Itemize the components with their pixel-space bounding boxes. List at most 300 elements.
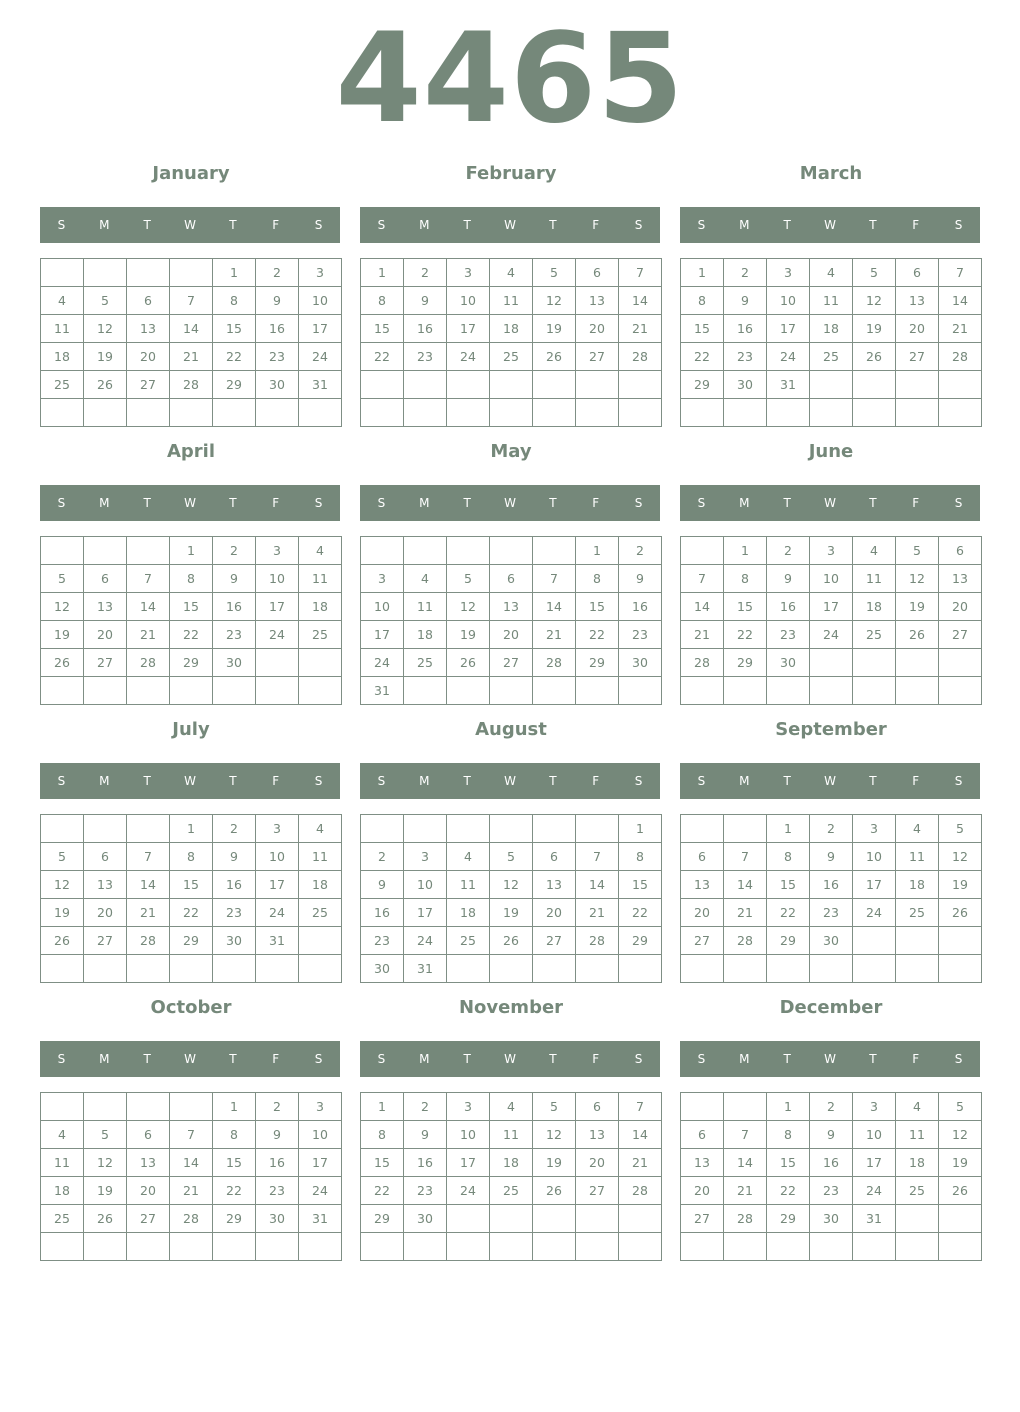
day-cell: 25: [299, 621, 342, 649]
weekday-label: T: [229, 218, 237, 232]
day-cell: 7: [170, 287, 213, 315]
day-cell: 11: [853, 565, 896, 593]
day-cell: 19: [447, 621, 490, 649]
day-cell: 4: [853, 537, 896, 565]
empty-day-cell: [127, 537, 170, 565]
weekday-label: W: [184, 496, 196, 510]
empty-day-cell: [490, 399, 533, 427]
weekday-label: S: [954, 496, 963, 510]
day-cell: 10: [361, 593, 404, 621]
day-cell: 22: [170, 621, 213, 649]
empty-day-cell: [299, 399, 342, 427]
weekday-label: S: [954, 218, 963, 232]
day-cell: 14: [619, 287, 662, 315]
empty-day-cell: [724, 677, 767, 705]
empty-day-cell: [361, 399, 404, 427]
empty-day-cell: [170, 1093, 213, 1121]
day-cell: 18: [896, 871, 939, 899]
empty-day-cell: [681, 677, 724, 705]
weekday-header: [40, 485, 340, 521]
day-cell: 28: [724, 1205, 767, 1233]
weekday-label: T: [783, 496, 791, 510]
day-cell: 30: [810, 1205, 853, 1233]
weekday-label: S: [314, 496, 323, 510]
empty-day-cell: [724, 815, 767, 843]
week-row: [361, 1233, 662, 1261]
day-cell: 28: [127, 927, 170, 955]
week-row: [681, 843, 982, 871]
day-cell: 14: [724, 1149, 767, 1177]
day-cell: 17: [853, 1149, 896, 1177]
empty-day-cell: [84, 259, 127, 287]
weekday-header: [680, 763, 980, 799]
empty-day-cell: [681, 1233, 724, 1261]
day-cell: 20: [576, 315, 619, 343]
weekday-label: W: [184, 1052, 196, 1066]
month-name: February: [465, 163, 557, 184]
day-cell: 13: [490, 593, 533, 621]
empty-day-cell: [939, 649, 982, 677]
day-cell: 1: [213, 1093, 256, 1121]
day-cell: 6: [533, 843, 576, 871]
empty-day-cell: [533, 955, 576, 983]
day-cell: 2: [767, 537, 810, 565]
week-row: [681, 537, 982, 565]
day-cell: 1: [576, 537, 619, 565]
day-cell: 24: [810, 621, 853, 649]
week-row: [41, 1205, 342, 1233]
day-cell: 29: [361, 1205, 404, 1233]
day-cell: 25: [404, 649, 447, 677]
week-row: [361, 343, 662, 371]
day-cell: 13: [576, 287, 619, 315]
day-cell: 23: [256, 1177, 299, 1205]
day-cell: 29: [170, 927, 213, 955]
day-cell: 7: [681, 565, 724, 593]
week-row: [361, 677, 662, 705]
day-cell: 11: [41, 1149, 84, 1177]
day-cell: 8: [361, 1121, 404, 1149]
day-cell: 13: [681, 1149, 724, 1177]
day-cell: 19: [896, 593, 939, 621]
week-row: [681, 315, 982, 343]
day-cell: 29: [767, 1205, 810, 1233]
day-cell: 13: [681, 871, 724, 899]
weekday-header: [40, 207, 340, 243]
day-cell: 1: [213, 259, 256, 287]
day-cell: 21: [127, 621, 170, 649]
empty-day-cell: [533, 677, 576, 705]
empty-day-cell: [681, 399, 724, 427]
day-cell: 28: [533, 649, 576, 677]
day-cell: 10: [853, 1121, 896, 1149]
empty-day-cell: [170, 955, 213, 983]
day-cell: 25: [299, 899, 342, 927]
day-cell: 3: [810, 537, 853, 565]
day-cell: 18: [490, 1149, 533, 1177]
weekday-label: S: [377, 218, 386, 232]
empty-day-cell: [127, 1093, 170, 1121]
day-cell: 14: [681, 593, 724, 621]
empty-day-cell: [41, 1233, 84, 1261]
empty-day-cell: [490, 815, 533, 843]
day-cell: 20: [533, 899, 576, 927]
day-cell: 16: [810, 871, 853, 899]
day-cell: 10: [256, 565, 299, 593]
day-cell: 12: [853, 287, 896, 315]
day-cell: 6: [681, 1121, 724, 1149]
weekday-label: W: [504, 218, 516, 232]
day-cell: 25: [41, 1205, 84, 1233]
day-cell: 31: [299, 371, 342, 399]
empty-day-cell: [41, 677, 84, 705]
day-cell: 16: [256, 315, 299, 343]
empty-day-cell: [299, 677, 342, 705]
day-cell: 10: [404, 871, 447, 899]
day-cell: 12: [939, 843, 982, 871]
day-cell: 2: [213, 537, 256, 565]
empty-day-cell: [299, 955, 342, 983]
day-cell: 30: [810, 927, 853, 955]
day-cell: 19: [533, 1149, 576, 1177]
day-cell: 9: [724, 287, 767, 315]
day-cell: 23: [213, 899, 256, 927]
week-row: [41, 371, 342, 399]
day-cell: 28: [170, 1205, 213, 1233]
day-cell: 7: [576, 843, 619, 871]
day-cell: 21: [127, 899, 170, 927]
weekday-label: S: [314, 774, 323, 788]
weekday-label: M: [739, 1052, 750, 1066]
day-cell: 30: [213, 927, 256, 955]
empty-day-cell: [810, 649, 853, 677]
day-cell: 30: [256, 371, 299, 399]
day-cell: 17: [810, 593, 853, 621]
day-cell: 9: [256, 287, 299, 315]
day-cell: 14: [576, 871, 619, 899]
day-cell: 26: [84, 371, 127, 399]
day-cell: 5: [533, 1093, 576, 1121]
day-cell: 6: [84, 565, 127, 593]
day-cell: 26: [41, 927, 84, 955]
weekday-label: W: [504, 496, 516, 510]
day-cell: 10: [447, 1121, 490, 1149]
empty-day-cell: [896, 371, 939, 399]
empty-day-cell: [127, 259, 170, 287]
week-row: [681, 871, 982, 899]
day-cell: 22: [767, 899, 810, 927]
week-row: [41, 927, 342, 955]
empty-day-cell: [767, 955, 810, 983]
empty-day-cell: [404, 371, 447, 399]
empty-day-cell: [853, 927, 896, 955]
day-cell: 30: [361, 955, 404, 983]
day-cell: 19: [84, 343, 127, 371]
week-row: [681, 955, 982, 983]
day-cell: 14: [127, 871, 170, 899]
day-cell: 26: [41, 649, 84, 677]
empty-day-cell: [853, 1233, 896, 1261]
empty-day-cell: [84, 955, 127, 983]
week-row: [681, 621, 982, 649]
day-cell: 10: [299, 1121, 342, 1149]
empty-day-cell: [939, 1205, 982, 1233]
day-cell: 22: [213, 343, 256, 371]
day-cell: 15: [619, 871, 662, 899]
weekday-label: F: [912, 218, 920, 232]
day-cell: 4: [404, 565, 447, 593]
week-row: [681, 899, 982, 927]
day-cell: 20: [84, 899, 127, 927]
day-cell: 15: [213, 315, 256, 343]
empty-day-cell: [256, 1233, 299, 1261]
weekday-label: S: [314, 1052, 323, 1066]
day-cell: 15: [724, 593, 767, 621]
week-row: [681, 1205, 982, 1233]
empty-day-cell: [127, 399, 170, 427]
day-cell: 1: [767, 815, 810, 843]
day-cell: 18: [299, 871, 342, 899]
day-cell: 30: [767, 649, 810, 677]
day-cell: 7: [170, 1121, 213, 1149]
empty-day-cell: [41, 537, 84, 565]
day-cell: 21: [619, 1149, 662, 1177]
day-cell: 9: [213, 565, 256, 593]
week-row: [41, 649, 342, 677]
week-row: [361, 371, 662, 399]
weekday-header: [680, 207, 980, 243]
day-cell: 6: [84, 843, 127, 871]
day-grid: [680, 1092, 982, 1261]
day-cell: 8: [361, 287, 404, 315]
empty-day-cell: [576, 371, 619, 399]
weekday-label: W: [504, 1052, 516, 1066]
day-cell: 17: [361, 621, 404, 649]
weekday-label: M: [419, 218, 430, 232]
empty-day-cell: [127, 815, 170, 843]
day-cell: 18: [447, 899, 490, 927]
weekday-label: T: [463, 774, 471, 788]
day-cell: 8: [619, 843, 662, 871]
day-cell: 12: [447, 593, 490, 621]
day-cell: 3: [256, 815, 299, 843]
week-row: [41, 815, 342, 843]
day-cell: 16: [619, 593, 662, 621]
empty-day-cell: [447, 677, 490, 705]
empty-day-cell: [619, 677, 662, 705]
weekday-label: S: [634, 774, 643, 788]
week-row: [361, 843, 662, 871]
day-cell: 6: [490, 565, 533, 593]
empty-day-cell: [724, 955, 767, 983]
day-cell: 7: [724, 843, 767, 871]
weekday-header: [360, 485, 660, 521]
empty-day-cell: [41, 815, 84, 843]
day-cell: 23: [256, 343, 299, 371]
week-row: [41, 955, 342, 983]
day-cell: 17: [853, 871, 896, 899]
week-row: [681, 1121, 982, 1149]
day-cell: 31: [299, 1205, 342, 1233]
day-cell: 20: [939, 593, 982, 621]
day-cell: 6: [939, 537, 982, 565]
day-cell: 9: [404, 287, 447, 315]
empty-day-cell: [170, 677, 213, 705]
week-row: [361, 1177, 662, 1205]
week-row: [681, 1233, 982, 1261]
day-cell: 15: [681, 315, 724, 343]
weekday-label: F: [272, 774, 280, 788]
day-cell: 7: [533, 565, 576, 593]
weekday-label: W: [824, 218, 836, 232]
empty-day-cell: [896, 955, 939, 983]
weekday-label: T: [549, 496, 557, 510]
day-grid: [40, 258, 342, 427]
week-row: [681, 593, 982, 621]
empty-day-cell: [84, 537, 127, 565]
empty-day-cell: [810, 1233, 853, 1261]
weekday-label: S: [377, 774, 386, 788]
day-cell: 4: [896, 815, 939, 843]
empty-day-cell: [767, 677, 810, 705]
weekday-label: M: [739, 496, 750, 510]
day-cell: 7: [127, 843, 170, 871]
day-cell: 29: [170, 649, 213, 677]
day-cell: 4: [896, 1093, 939, 1121]
day-cell: 19: [939, 1149, 982, 1177]
day-cell: 8: [576, 565, 619, 593]
day-cell: 25: [896, 899, 939, 927]
empty-day-cell: [767, 1233, 810, 1261]
day-cell: 5: [896, 537, 939, 565]
empty-day-cell: [576, 1233, 619, 1261]
week-row: [361, 565, 662, 593]
day-cell: 9: [810, 1121, 853, 1149]
weekday-header: [360, 1041, 660, 1077]
empty-day-cell: [724, 1233, 767, 1261]
day-cell: 14: [724, 871, 767, 899]
day-cell: 24: [256, 621, 299, 649]
day-cell: 3: [853, 815, 896, 843]
day-cell: 22: [681, 343, 724, 371]
day-cell: 25: [896, 1177, 939, 1205]
weekday-label: T: [229, 1052, 237, 1066]
empty-day-cell: [404, 537, 447, 565]
day-cell: 6: [681, 843, 724, 871]
weekday-header: [360, 207, 660, 243]
week-row: [41, 1093, 342, 1121]
day-cell: 22: [619, 899, 662, 927]
empty-day-cell: [404, 1233, 447, 1261]
day-cell: 25: [810, 343, 853, 371]
day-cell: 24: [447, 1177, 490, 1205]
day-cell: 2: [256, 259, 299, 287]
empty-day-cell: [939, 927, 982, 955]
week-row: [681, 1149, 982, 1177]
week-row: [681, 1093, 982, 1121]
empty-day-cell: [810, 399, 853, 427]
day-cell: 27: [576, 1177, 619, 1205]
day-cell: 5: [939, 815, 982, 843]
day-cell: 2: [213, 815, 256, 843]
day-cell: 3: [853, 1093, 896, 1121]
day-cell: 1: [361, 1093, 404, 1121]
day-cell: 17: [447, 1149, 490, 1177]
day-cell: 9: [213, 843, 256, 871]
day-cell: 25: [490, 343, 533, 371]
day-cell: 29: [213, 1205, 256, 1233]
empty-day-cell: [533, 399, 576, 427]
weekday-label: S: [57, 774, 66, 788]
day-cell: 23: [619, 621, 662, 649]
day-cell: 10: [447, 287, 490, 315]
day-cell: 5: [490, 843, 533, 871]
day-cell: 15: [170, 871, 213, 899]
day-cell: 12: [84, 315, 127, 343]
day-cell: 18: [810, 315, 853, 343]
weekday-label: W: [184, 218, 196, 232]
empty-day-cell: [41, 399, 84, 427]
empty-day-cell: [619, 1233, 662, 1261]
day-cell: 5: [41, 565, 84, 593]
day-cell: 4: [299, 815, 342, 843]
day-cell: 21: [724, 1177, 767, 1205]
weekday-label: M: [419, 774, 430, 788]
empty-day-cell: [853, 649, 896, 677]
day-cell: 1: [170, 815, 213, 843]
empty-day-cell: [853, 399, 896, 427]
weekday-label: W: [824, 496, 836, 510]
weekday-label: M: [419, 496, 430, 510]
day-cell: 27: [533, 927, 576, 955]
day-cell: 4: [490, 1093, 533, 1121]
day-cell: 10: [853, 843, 896, 871]
day-cell: 8: [767, 1121, 810, 1149]
empty-day-cell: [299, 649, 342, 677]
weekday-label: S: [314, 218, 323, 232]
day-cell: 7: [619, 1093, 662, 1121]
day-cell: 21: [576, 899, 619, 927]
week-row: [41, 537, 342, 565]
empty-day-cell: [533, 1205, 576, 1233]
empty-day-cell: [361, 815, 404, 843]
day-cell: 4: [299, 537, 342, 565]
day-cell: 20: [490, 621, 533, 649]
day-cell: 13: [533, 871, 576, 899]
day-cell: 20: [681, 1177, 724, 1205]
weekday-label: F: [592, 218, 600, 232]
weekday-label: T: [143, 496, 151, 510]
empty-day-cell: [361, 537, 404, 565]
day-cell: 8: [213, 287, 256, 315]
weekday-label: F: [592, 496, 600, 510]
day-cell: 4: [41, 1121, 84, 1149]
weekday-label: S: [697, 1052, 706, 1066]
month-name: March: [799, 163, 863, 184]
day-cell: 9: [810, 843, 853, 871]
week-row: [41, 343, 342, 371]
day-cell: 14: [939, 287, 982, 315]
week-row: [361, 593, 662, 621]
day-cell: 16: [767, 593, 810, 621]
week-row: [41, 399, 342, 427]
day-cell: 3: [299, 259, 342, 287]
day-cell: 21: [939, 315, 982, 343]
empty-day-cell: [256, 955, 299, 983]
week-row: [681, 649, 982, 677]
weekday-label: S: [57, 218, 66, 232]
week-row: [41, 1177, 342, 1205]
